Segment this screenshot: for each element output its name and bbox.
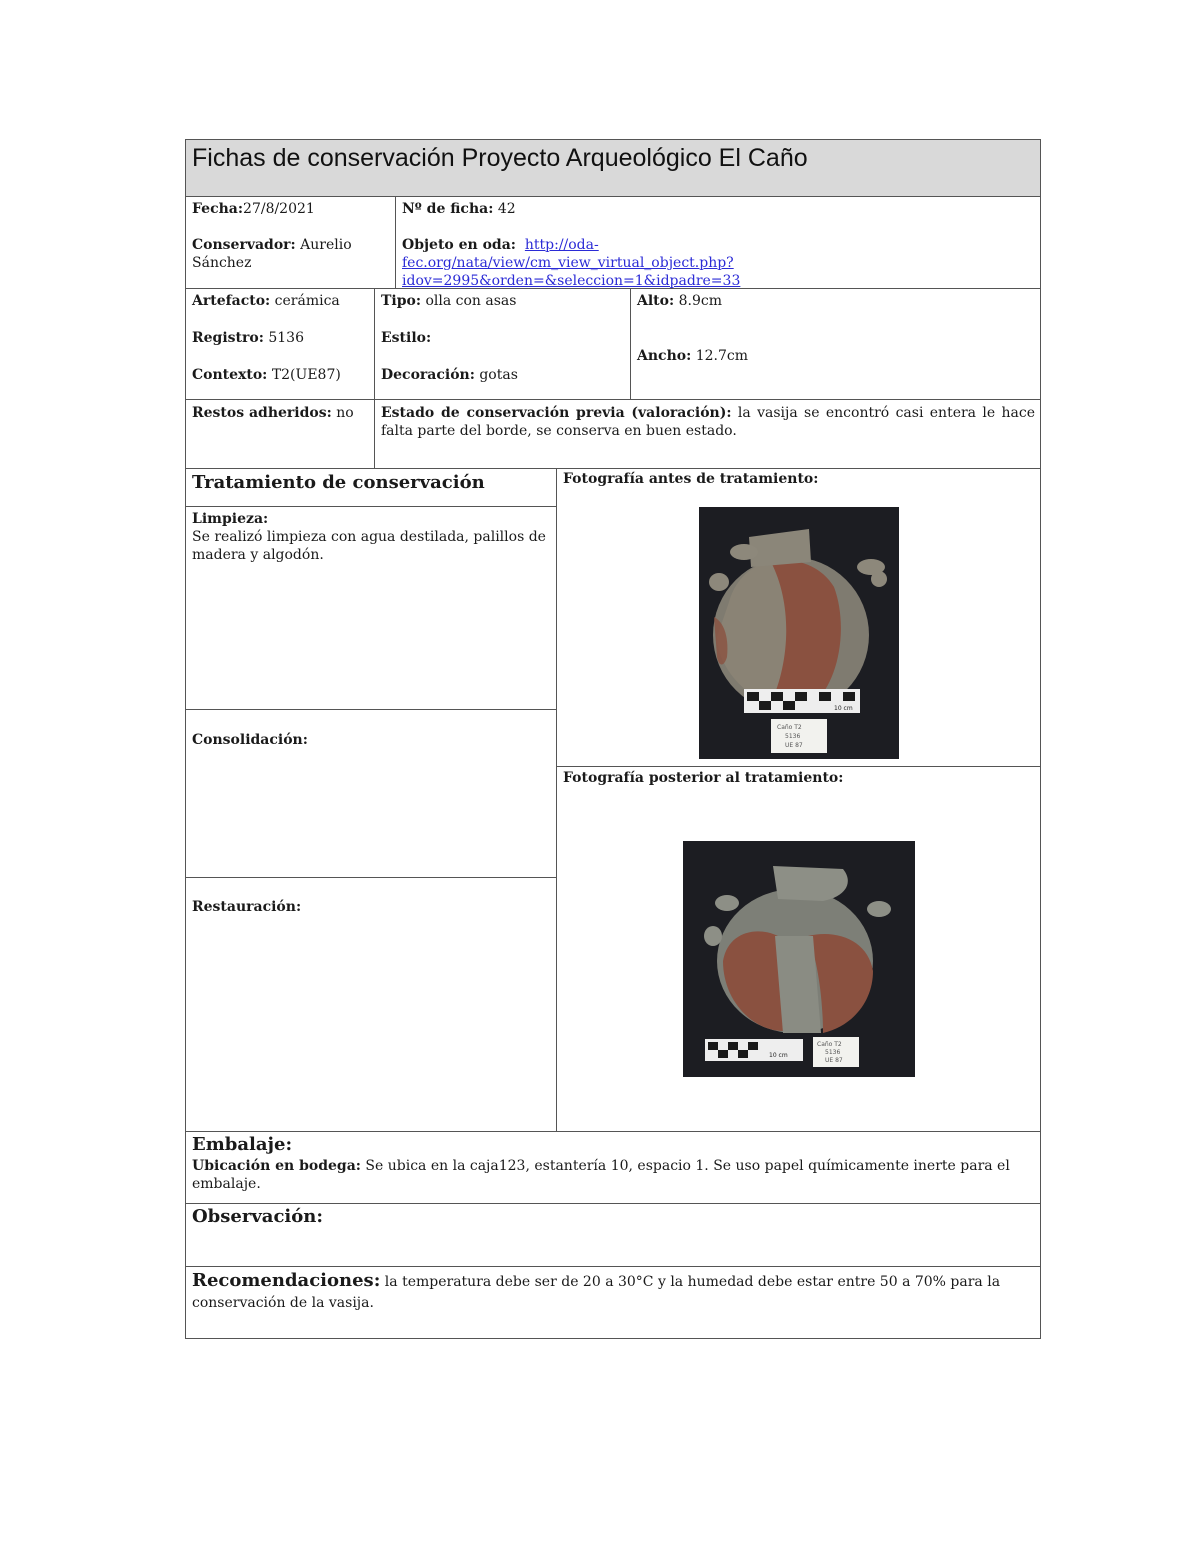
divider <box>556 766 1040 767</box>
estado-label: Estado de conservación previa (valoración): <box>381 405 732 421</box>
divider <box>630 288 631 400</box>
limpieza-label: Limpieza: <box>192 511 269 527</box>
embalaje-value: Se ubica en la caja123, estantería 10, espacio 1. Se uso papel químicamente inerte para el embalaje. <box>192 1158 1010 1192</box>
vessel-before-photo <box>699 507 899 759</box>
contexto-label: Contexto: <box>192 367 268 383</box>
registro-value: 5136 <box>268 330 304 346</box>
conservador-field <box>192 236 392 272</box>
divider <box>374 288 375 469</box>
alto-value: 8.9cm <box>678 293 722 309</box>
scale-label: 10 cm <box>834 705 853 712</box>
divider <box>186 877 556 878</box>
registro-label: Registro: <box>192 330 264 346</box>
divider <box>186 506 556 507</box>
ficha-value: 42 <box>497 201 516 217</box>
contexto-field <box>192 366 372 384</box>
recomendaciones-value: la temperatura debe ser de 20 a 30°C y la humedad debe estar entre 50 a 70% para la conservación de la vasija. <box>192 1274 1001 1311</box>
tag-line3: UE 87 <box>825 1057 843 1064</box>
tag-line2: 5136 <box>785 733 801 740</box>
conservador-label: Conservador: <box>192 237 296 253</box>
alto-field <box>637 292 1032 310</box>
observacion-heading: Observación: <box>192 1206 323 1227</box>
estilo-field <box>381 329 626 347</box>
foto-despues-label: Fotografía posterior al tratamiento: <box>563 770 844 786</box>
foto-antes-image <box>699 507 899 759</box>
limpieza-field <box>192 510 547 564</box>
estado-value: la vasija se encontró casi entera le hace falta parte del borde, se conserva en buen estado. <box>381 405 1036 439</box>
divider <box>186 1131 1040 1132</box>
estado-field <box>381 404 1035 440</box>
registro-field <box>192 329 372 347</box>
restos-field <box>192 404 372 422</box>
embalaje-label: Ubicación en bodega: <box>192 1158 361 1174</box>
decoracion-label: Decoración: <box>381 367 475 383</box>
artefacto-value: cerámica <box>274 293 340 309</box>
objeto-field <box>402 236 1038 290</box>
objeto-label: Objeto en oda: <box>402 237 516 253</box>
tratamiento-heading: Tratamiento de conservación <box>192 472 485 493</box>
tipo-label: Tipo: <box>381 293 422 309</box>
ancho-value: 12.7cm <box>695 348 748 364</box>
ancho-label: Ancho: <box>637 348 692 364</box>
objeto-link-line2: fec.org/nata/view/cm_view_virtual_object.php?idov=2995&orden=&seleccion=1&idpadre=33 <box>402 255 741 289</box>
artefacto-label: Artefacto: <box>192 293 271 309</box>
decoracion-value: gotas <box>479 367 518 383</box>
recomendaciones-heading: Recomendaciones: <box>192 1270 381 1291</box>
fecha-field <box>192 200 392 218</box>
restos-value: no <box>336 405 354 421</box>
decoracion-field <box>381 366 626 384</box>
form-title: Fichas de conservación Proyecto Arqueológico El Caño <box>186 140 1040 197</box>
divider <box>186 709 556 710</box>
divider <box>186 468 1040 469</box>
tag-line1: Caño T2 <box>817 1041 842 1048</box>
fecha-label: Fecha: <box>192 201 244 217</box>
divider <box>186 399 1040 400</box>
tag-line2: 5136 <box>825 1049 841 1056</box>
divider <box>186 1203 1040 1204</box>
limpieza-value: Se realizó limpieza con agua destilada, palillos de madera y algodón. <box>192 529 546 563</box>
ficha-label: Nº de ficha: <box>402 201 494 217</box>
estilo-label: Estilo: <box>381 330 432 346</box>
tipo-value: olla con asas <box>425 293 517 309</box>
consolidacion-label: Consolidación: <box>192 732 308 748</box>
objeto-link-line1: http://oda- <box>524 237 599 253</box>
foto-despues-image <box>683 841 915 1077</box>
embalaje-field <box>192 1157 1037 1193</box>
divider <box>556 468 557 1132</box>
fecha-value: 27/8/2021 <box>243 201 315 217</box>
embalaje-heading: Embalaje: <box>192 1134 293 1155</box>
foto-antes-label: Fotografía antes de tratamiento: <box>563 471 819 487</box>
ficha-field <box>402 200 1032 218</box>
divider <box>186 1266 1040 1267</box>
tipo-field <box>381 292 626 310</box>
conservador-value: Aurelio Sánchez <box>192 237 352 271</box>
tag-line1: Caño T2 <box>777 724 802 731</box>
vessel-after-photo <box>683 841 915 1077</box>
conservation-form <box>185 139 1041 1339</box>
divider <box>395 197 396 289</box>
restos-label: Restos adheridos: <box>192 405 332 421</box>
ancho-field <box>637 347 1032 365</box>
recomendaciones-field <box>192 1270 1037 1314</box>
restauracion-label: Restauración: <box>192 899 302 915</box>
alto-label: Alto: <box>637 293 675 309</box>
tag-line3: UE 87 <box>785 742 803 749</box>
artefacto-field <box>192 292 372 310</box>
scale-label: 10 cm <box>769 1052 788 1059</box>
contexto-value: T2(UE87) <box>271 367 341 383</box>
